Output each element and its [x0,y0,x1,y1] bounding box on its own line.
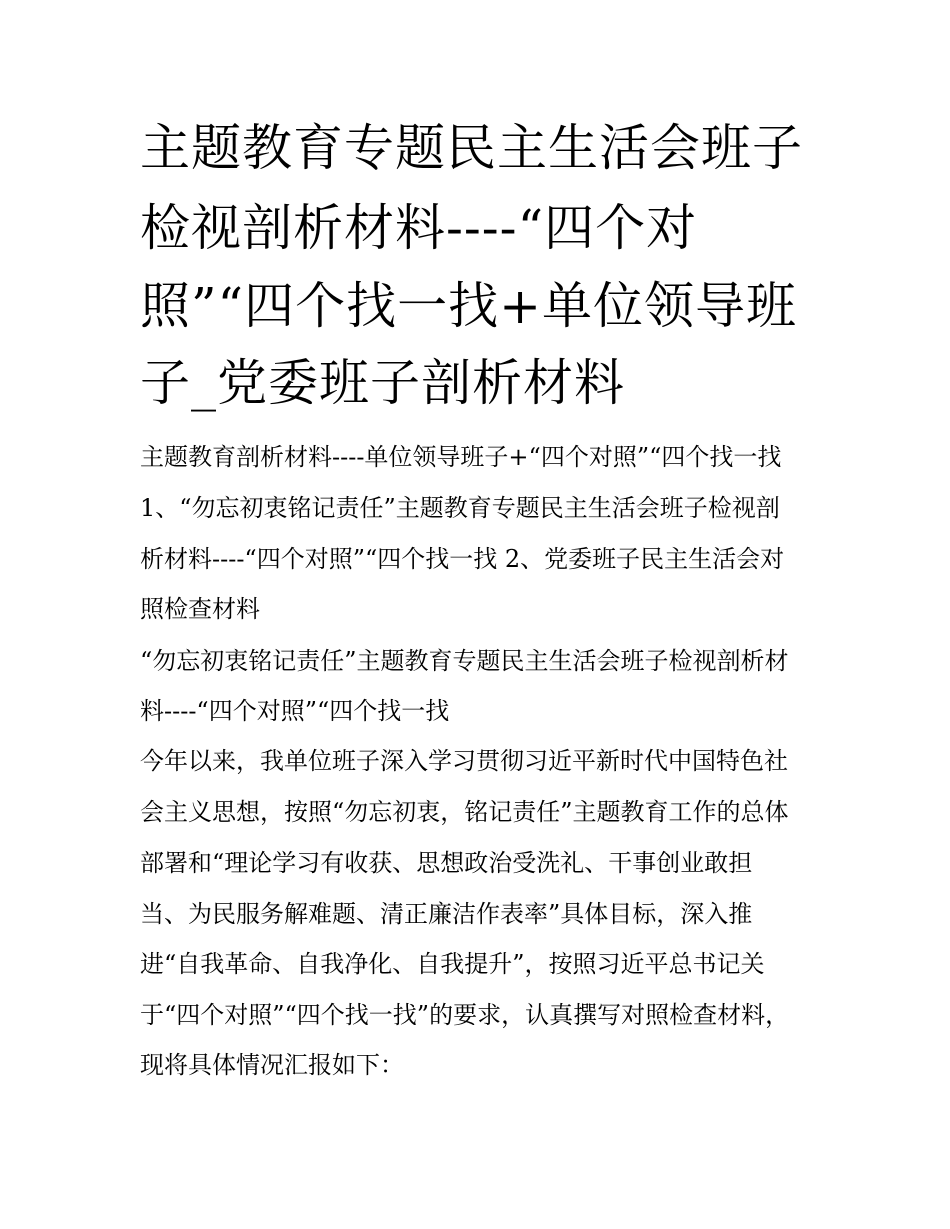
document-title-line-1: 主题教育专题民主生活会班子 [140,119,803,177]
document-title-line-2: 检视剖析材料----“四个对 [140,199,698,257]
body-line-11: 进“自我革命、自我净化、自我提升”，按照习近平总书记关 [140,950,765,978]
body-line-13: 现将具体情况汇报如下： [140,1051,404,1079]
body-line-2: 1、“勿忘初衷铭记责任”主题教育专题民主生活会班子检视剖 [140,494,780,522]
body-line-7: 今年以来，我单位班子深入学习贯彻习近平新时代中国特色社 [140,747,788,775]
body-line-9: 部署和“理论学习有收获、思想政治受洗礼、干事创业敢担 [140,849,753,877]
body-line-5: “勿忘初衷铭记责任”主题教育专题民主生活会班子检视剖析材 [140,647,789,675]
body-line-6: 料----“四个对照”“四个找一找 [140,697,450,725]
body-line-3: 析材料----“四个对照”“四个找一找 2、党委班子民主生活会对 [140,545,785,573]
document-title-line-3: 照”“四个找一找+单位领导班 [140,277,798,335]
document-title-line-4: 子_党委班子剖析材料 [140,354,625,412]
body-line-4: 照检查材料 [140,595,260,623]
body-line-10: 当、为民服务解难题、清正廉洁作表率”具体目标，深入推 [140,900,753,928]
body-line-12: 于“四个对照”“四个找一找”的要求，认真撰写对照检查材料， [140,1001,790,1029]
body-line-1: 主题教育剖析材料----单位领导班子+“四个对照”“四个找一找 [140,443,782,471]
body-line-8: 会主义思想，按照“勿忘初衷，铭记责任”主题教育工作的总体 [140,798,789,826]
